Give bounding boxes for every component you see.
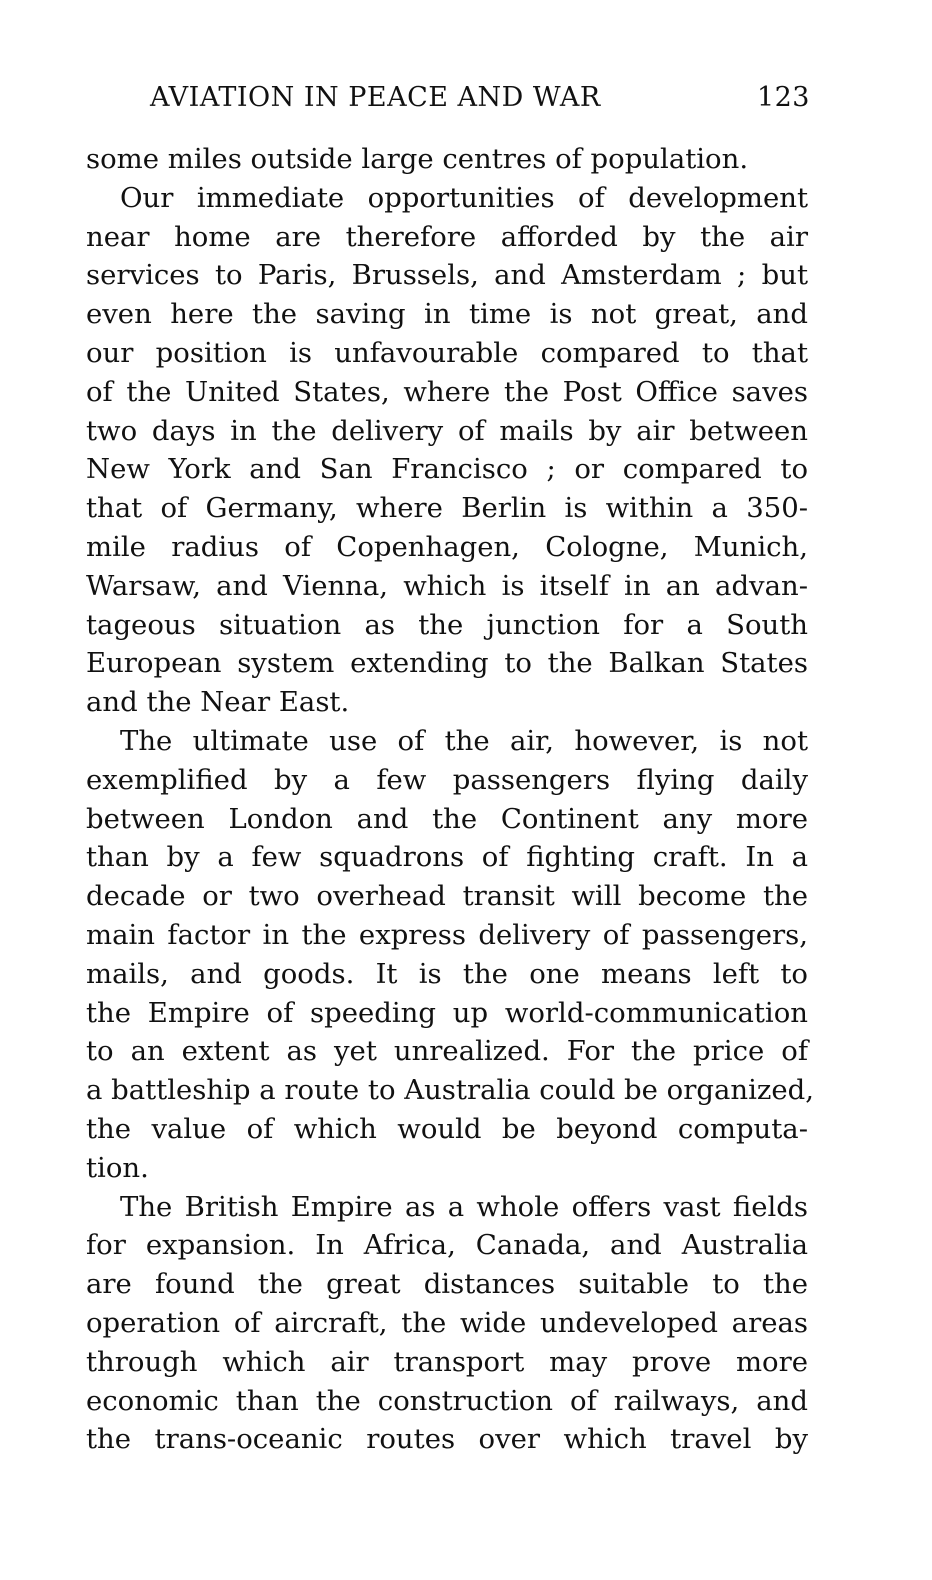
text-line: the value of which would be beyond computa- <box>86 1112 808 1145</box>
text-line: tion. <box>86 1151 149 1184</box>
running-head-title: AVIATION IN PEACE AND WAR <box>150 82 601 113</box>
text-line: than by a few squadrons of fighting craft. In a <box>86 841 808 874</box>
text-line: The ultimate use of the air, however, is not <box>120 724 808 757</box>
text-line: exemplified by a few passengers flying daily <box>86 763 808 796</box>
text-line: services to Paris, Brussels, and Amsterdam ; but <box>86 259 808 292</box>
body-text <box>86 140 814 1459</box>
text-line: decade or two overhead transit will become the <box>86 880 808 913</box>
text-line: that of Germany, where Berlin is within a 350- <box>86 492 808 525</box>
text-line: tageous situation as the junction for a South <box>86 608 808 641</box>
text-line: and the Near East. <box>86 686 350 719</box>
text-line: near home are therefore afforded by the air <box>86 220 808 253</box>
text-line: between London and the Continent any more <box>86 802 808 835</box>
text-line: economic than the construction of railways, and <box>86 1384 808 1417</box>
text-line: to an extent as yet unrealized. For the price of <box>86 1035 808 1068</box>
page-number: 123 <box>756 82 810 113</box>
text-line: our position is unfavourable compared to that <box>86 336 808 369</box>
text-line: a battleship a route to Australia could be organized, <box>86 1074 814 1107</box>
text-line: operation of aircraft, the wide undeveloped areas <box>86 1306 808 1339</box>
text-line: even here the saving in time is not great, and <box>86 298 808 331</box>
text-line: two days in the delivery of mails by air between <box>86 414 808 447</box>
text-line: mails, and goods. It is the one means left to <box>86 957 808 990</box>
text-line: European system extending to the Balkan States <box>86 647 808 680</box>
running-head <box>150 82 810 122</box>
text-line: the trans-oceanic routes over which travel by <box>86 1423 808 1456</box>
text-line: through which air transport may prove more <box>86 1345 808 1378</box>
text-line: the Empire of speeding up world-communication <box>86 996 808 1029</box>
text-line: some miles outside large centres of population. <box>86 143 749 175</box>
text-line: Warsaw, and Vienna, which is itself in an advan- <box>86 569 808 602</box>
text-line: of the United States, where the Post Office saves <box>86 375 808 408</box>
text-line: mile radius of Copenhagen, Cologne, Munich, <box>86 530 808 563</box>
text-line: are found the great distances suitable to the <box>86 1268 808 1301</box>
text-line: main factor in the express delivery of passengers, <box>86 918 808 951</box>
text-line: for expansion. In Africa, Canada, and Australia <box>86 1229 808 1262</box>
text-line: New York and San Francisco ; or compared to <box>86 453 808 486</box>
text-line: Our immediate opportunities of development <box>120 181 808 214</box>
text-line: The British Empire as a whole offers vast fields <box>120 1190 808 1223</box>
